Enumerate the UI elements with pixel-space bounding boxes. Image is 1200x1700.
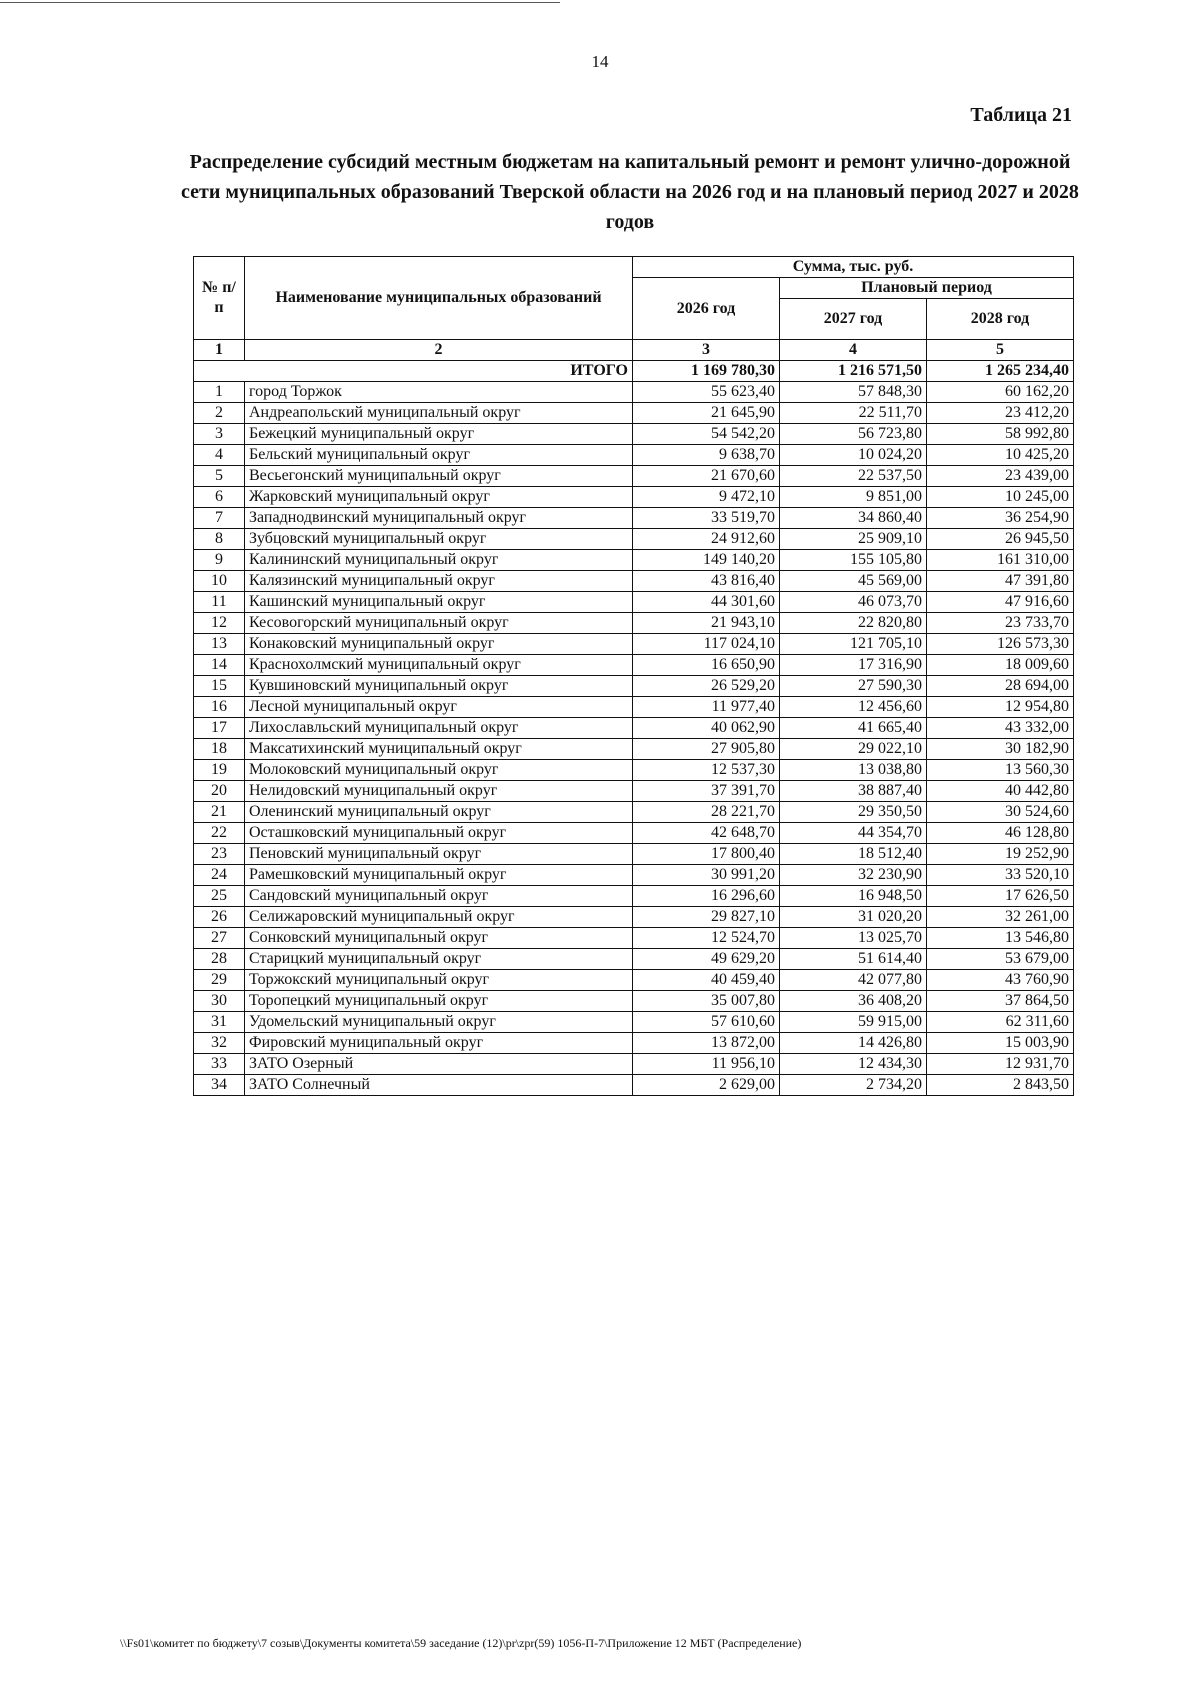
value-2027: 46 073,70	[780, 592, 927, 613]
municipality-name: Максатихинский муниципальный округ	[245, 739, 633, 760]
value-2026: 9 472,10	[633, 487, 780, 508]
row-number: 31	[194, 1012, 245, 1033]
row-number: 29	[194, 970, 245, 991]
table-row	[194, 613, 1074, 634]
value-2026: 44 301,60	[633, 592, 780, 613]
value-2026: 43 816,40	[633, 571, 780, 592]
value-2028: 62 311,60	[927, 1012, 1074, 1033]
table-row	[194, 928, 1074, 949]
value-2026: 16 296,60	[633, 886, 780, 907]
row-number: 5	[194, 466, 245, 487]
value-2028: 161 310,00	[927, 550, 1074, 571]
table-row	[194, 760, 1074, 781]
table-row	[194, 655, 1074, 676]
value-2026: 17 800,40	[633, 844, 780, 865]
row-number: 8	[194, 529, 245, 550]
value-2026: 30 991,20	[633, 865, 780, 886]
municipality-name: ЗАТО Озерный	[245, 1054, 633, 1075]
table-body	[194, 382, 1074, 1096]
footer-file-path: \\Fs01\комитет по бюджету\7 созыв\Документы комитета\59 заседание (12)\pr\zpr(59) 1056-П-7\Приложение 12 МБТ (Распределение)	[120, 1636, 802, 1650]
table-row	[194, 697, 1074, 718]
table-row	[194, 865, 1074, 886]
municipality-name: Краснохолмский муниципальный округ	[245, 655, 633, 676]
value-2028: 47 916,60	[927, 592, 1074, 613]
value-2028: 23 412,20	[927, 403, 1074, 424]
value-2028: 40 442,80	[927, 781, 1074, 802]
document-title: Распределение субсидий местным бюджетам на капитальный ремонт и ремонт улично-дорожной сети муниципальных образований Тверской области на 2026 год и на плановый период 2027 и 2028 годов	[181, 151, 1079, 233]
municipality-name: Торопецкий муниципальный округ	[245, 991, 633, 1012]
table-row	[194, 1075, 1074, 1096]
row-number: 33	[194, 1054, 245, 1075]
value-2027: 155 105,80	[780, 550, 927, 571]
value-2028: 30 182,90	[927, 739, 1074, 760]
row-number: 27	[194, 928, 245, 949]
value-2027: 9 851,00	[780, 487, 927, 508]
municipality-name: Бельский муниципальный округ	[245, 445, 633, 466]
value-2028: 12 931,70	[927, 1054, 1074, 1075]
table-row	[194, 676, 1074, 697]
column-number: 2	[245, 340, 633, 361]
municipality-name: Западнодвинский муниципальный округ	[245, 508, 633, 529]
value-2026: 33 519,70	[633, 508, 780, 529]
value-2027: 17 316,90	[780, 655, 927, 676]
value-2026: 24 912,60	[633, 529, 780, 550]
table-row	[194, 718, 1074, 739]
column-number: 4	[780, 340, 927, 361]
row-number: 11	[194, 592, 245, 613]
total-row	[194, 361, 1074, 382]
subsidy-table	[193, 256, 1074, 1096]
value-2027: 31 020,20	[780, 907, 927, 928]
table-label: Таблица 21	[970, 104, 1072, 126]
table-row	[194, 1033, 1074, 1054]
value-2027: 25 909,10	[780, 529, 927, 550]
value-2028: 53 679,00	[927, 949, 1074, 970]
table-row	[194, 487, 1074, 508]
row-number: 9	[194, 550, 245, 571]
row-number: 10	[194, 571, 245, 592]
value-2026: 12 524,70	[633, 928, 780, 949]
page-number: 14	[591, 52, 609, 71]
value-2026: 16 650,90	[633, 655, 780, 676]
row-number: 22	[194, 823, 245, 844]
header-2026: 2026 год	[633, 278, 780, 340]
municipality-name: Селижаровский муниципальный округ	[245, 907, 633, 928]
value-2028: 33 520,10	[927, 865, 1074, 886]
municipality-name: Осташковский муниципальный округ	[245, 823, 633, 844]
value-2026: 40 062,90	[633, 718, 780, 739]
total-2026: 1 169 780,30	[633, 361, 780, 382]
table-row	[194, 424, 1074, 445]
value-2026: 2 629,00	[633, 1075, 780, 1096]
row-number: 23	[194, 844, 245, 865]
value-2028: 19 252,90	[927, 844, 1074, 865]
value-2026: 21 645,90	[633, 403, 780, 424]
row-number: 2	[194, 403, 245, 424]
table-row	[194, 907, 1074, 928]
value-2027: 51 614,40	[780, 949, 927, 970]
value-2027: 16 948,50	[780, 886, 927, 907]
row-number: 17	[194, 718, 245, 739]
table-row	[194, 529, 1074, 550]
value-2027: 45 569,00	[780, 571, 927, 592]
value-2027: 32 230,90	[780, 865, 927, 886]
row-number: 3	[194, 424, 245, 445]
municipality-name: Жарковский муниципальный округ	[245, 487, 633, 508]
header-num: № п/п	[194, 257, 245, 340]
table-row	[194, 445, 1074, 466]
value-2028: 13 560,30	[927, 760, 1074, 781]
row-number: 25	[194, 886, 245, 907]
value-2028: 126 573,30	[927, 634, 1074, 655]
value-2027: 44 354,70	[780, 823, 927, 844]
table-row	[194, 550, 1074, 571]
municipality-name: ЗАТО Солнечный	[245, 1075, 633, 1096]
value-2027: 13 038,80	[780, 760, 927, 781]
table-row	[194, 508, 1074, 529]
value-2027: 42 077,80	[780, 970, 927, 991]
value-2028: 30 524,60	[927, 802, 1074, 823]
value-2027: 2 734,20	[780, 1075, 927, 1096]
header-name: Наименование муниципальных образований	[245, 257, 633, 340]
table-row	[194, 781, 1074, 802]
value-2027: 38 887,40	[780, 781, 927, 802]
value-2026: 57 610,60	[633, 1012, 780, 1033]
total-2028: 1 265 234,40	[927, 361, 1074, 382]
table-row	[194, 634, 1074, 655]
table-row	[194, 739, 1074, 760]
row-number: 18	[194, 739, 245, 760]
row-number: 16	[194, 697, 245, 718]
value-2026: 149 140,20	[633, 550, 780, 571]
value-2027: 41 665,40	[780, 718, 927, 739]
value-2027: 59 915,00	[780, 1012, 927, 1033]
value-2026: 37 391,70	[633, 781, 780, 802]
header-sum: Сумма, тыс. руб.	[633, 257, 1074, 278]
column-number: 3	[633, 340, 780, 361]
value-2027: 22 511,70	[780, 403, 927, 424]
value-2026: 35 007,80	[633, 991, 780, 1012]
value-2026: 9 638,70	[633, 445, 780, 466]
value-2028: 43 760,90	[927, 970, 1074, 991]
value-2026: 21 943,10	[633, 613, 780, 634]
municipality-name: Весьегонский муниципальный округ	[245, 466, 633, 487]
value-2026: 42 648,70	[633, 823, 780, 844]
value-2028: 18 009,60	[927, 655, 1074, 676]
value-2026: 40 459,40	[633, 970, 780, 991]
row-number: 19	[194, 760, 245, 781]
municipality-name: Кувшиновский муниципальный округ	[245, 676, 633, 697]
table-row	[194, 1054, 1074, 1075]
value-2027: 34 860,40	[780, 508, 927, 529]
row-number: 32	[194, 1033, 245, 1054]
value-2027: 56 723,80	[780, 424, 927, 445]
column-numbers-row	[194, 340, 1074, 361]
value-2028: 10 425,20	[927, 445, 1074, 466]
municipality-name: Бежецкий муниципальный округ	[245, 424, 633, 445]
total-2027: 1 216 571,50	[780, 361, 927, 382]
value-2027: 18 512,40	[780, 844, 927, 865]
municipality-name: Лесной муниципальный округ	[245, 697, 633, 718]
row-number: 13	[194, 634, 245, 655]
header-2028: 2028 год	[927, 299, 1074, 340]
value-2028: 58 992,80	[927, 424, 1074, 445]
table-row	[194, 886, 1074, 907]
value-2027: 27 590,30	[780, 676, 927, 697]
municipality-name: Андреапольский муниципальный округ	[245, 403, 633, 424]
municipality-name: Сандовский муниципальный округ	[245, 886, 633, 907]
value-2028: 43 332,00	[927, 718, 1074, 739]
value-2028: 46 128,80	[927, 823, 1074, 844]
value-2028: 28 694,00	[927, 676, 1074, 697]
value-2027: 121 705,10	[780, 634, 927, 655]
header-planned: Плановый период	[780, 278, 1074, 299]
row-number: 6	[194, 487, 245, 508]
value-2026: 117 024,10	[633, 634, 780, 655]
row-number: 30	[194, 991, 245, 1012]
value-2028: 10 245,00	[927, 487, 1074, 508]
municipality-name: Пеновский муниципальный округ	[245, 844, 633, 865]
municipality-name: Рамешковский муниципальный округ	[245, 865, 633, 886]
value-2026: 27 905,80	[633, 739, 780, 760]
table-row	[194, 403, 1074, 424]
value-2028: 36 254,90	[927, 508, 1074, 529]
value-2028: 60 162,20	[927, 382, 1074, 403]
municipality-name: Зубцовский муниципальный округ	[245, 529, 633, 550]
value-2028: 47 391,80	[927, 571, 1074, 592]
table-row	[194, 571, 1074, 592]
municipality-name: Нелидовский муниципальный округ	[245, 781, 633, 802]
value-2026: 11 956,10	[633, 1054, 780, 1075]
value-2026: 13 872,00	[633, 1033, 780, 1054]
value-2027: 57 848,30	[780, 382, 927, 403]
table-row	[194, 592, 1074, 613]
value-2027: 22 537,50	[780, 466, 927, 487]
municipality-name: Калязинский муниципальный округ	[245, 571, 633, 592]
municipality-name: Удомельский муниципальный округ	[245, 1012, 633, 1033]
value-2026: 12 537,30	[633, 760, 780, 781]
header-2027: 2027 год	[780, 299, 927, 340]
value-2027: 29 022,10	[780, 739, 927, 760]
value-2026: 21 670,60	[633, 466, 780, 487]
municipality-name: Калининский муниципальный округ	[245, 550, 633, 571]
scan-edge-line	[0, 2, 560, 3]
value-2028: 15 003,90	[927, 1033, 1074, 1054]
value-2027: 36 408,20	[780, 991, 927, 1012]
row-number: 12	[194, 613, 245, 634]
row-number: 15	[194, 676, 245, 697]
value-2028: 13 546,80	[927, 928, 1074, 949]
value-2026: 26 529,20	[633, 676, 780, 697]
value-2026: 28 221,70	[633, 802, 780, 823]
value-2028: 23 733,70	[927, 613, 1074, 634]
row-number: 7	[194, 508, 245, 529]
municipality-name: Старицкий муниципальный округ	[245, 949, 633, 970]
table-row	[194, 466, 1074, 487]
value-2026: 29 827,10	[633, 907, 780, 928]
value-2028: 23 439,00	[927, 466, 1074, 487]
value-2027: 13 025,70	[780, 928, 927, 949]
table-row	[194, 802, 1074, 823]
municipality-name: Лихославльский муниципальный округ	[245, 718, 633, 739]
table-row	[194, 991, 1074, 1012]
table-row	[194, 844, 1074, 865]
municipality-name: Молоковский муниципальный округ	[245, 760, 633, 781]
municipality-name: Сонковский муниципальный округ	[245, 928, 633, 949]
value-2028: 2 843,50	[927, 1075, 1074, 1096]
value-2027: 12 434,30	[780, 1054, 927, 1075]
total-label: ИТОГО	[194, 361, 633, 382]
value-2028: 12 954,80	[927, 697, 1074, 718]
table-row	[194, 823, 1074, 844]
table-row	[194, 1012, 1074, 1033]
municipality-name: Оленинский муниципальный округ	[245, 802, 633, 823]
column-number: 5	[927, 340, 1074, 361]
municipality-name: Кесовогорский муниципальный округ	[245, 613, 633, 634]
row-number: 1	[194, 382, 245, 403]
value-2028: 32 261,00	[927, 907, 1074, 928]
value-2027: 10 024,20	[780, 445, 927, 466]
municipality-name: Конаковский муниципальный округ	[245, 634, 633, 655]
value-2027: 12 456,60	[780, 697, 927, 718]
value-2027: 14 426,80	[780, 1033, 927, 1054]
value-2028: 26 945,50	[927, 529, 1074, 550]
table-row	[194, 382, 1074, 403]
value-2028: 17 626,50	[927, 886, 1074, 907]
value-2026: 11 977,40	[633, 697, 780, 718]
value-2026: 49 629,20	[633, 949, 780, 970]
value-2026: 54 542,20	[633, 424, 780, 445]
row-number: 14	[194, 655, 245, 676]
row-number: 26	[194, 907, 245, 928]
municipality-name: Торжокский муниципальный округ	[245, 970, 633, 991]
row-number: 20	[194, 781, 245, 802]
row-number: 28	[194, 949, 245, 970]
table-row	[194, 970, 1074, 991]
value-2027: 22 820,80	[780, 613, 927, 634]
municipality-name: Кашинский муниципальный округ	[245, 592, 633, 613]
row-number: 4	[194, 445, 245, 466]
column-number: 1	[194, 340, 245, 361]
value-2028: 37 864,50	[927, 991, 1074, 1012]
row-number: 21	[194, 802, 245, 823]
value-2027: 29 350,50	[780, 802, 927, 823]
municipality-name: Фировский муниципальный округ	[245, 1033, 633, 1054]
row-number: 34	[194, 1075, 245, 1096]
municipality-name: город Торжок	[245, 382, 633, 403]
value-2026: 55 623,40	[633, 382, 780, 403]
row-number: 24	[194, 865, 245, 886]
table-row	[194, 949, 1074, 970]
